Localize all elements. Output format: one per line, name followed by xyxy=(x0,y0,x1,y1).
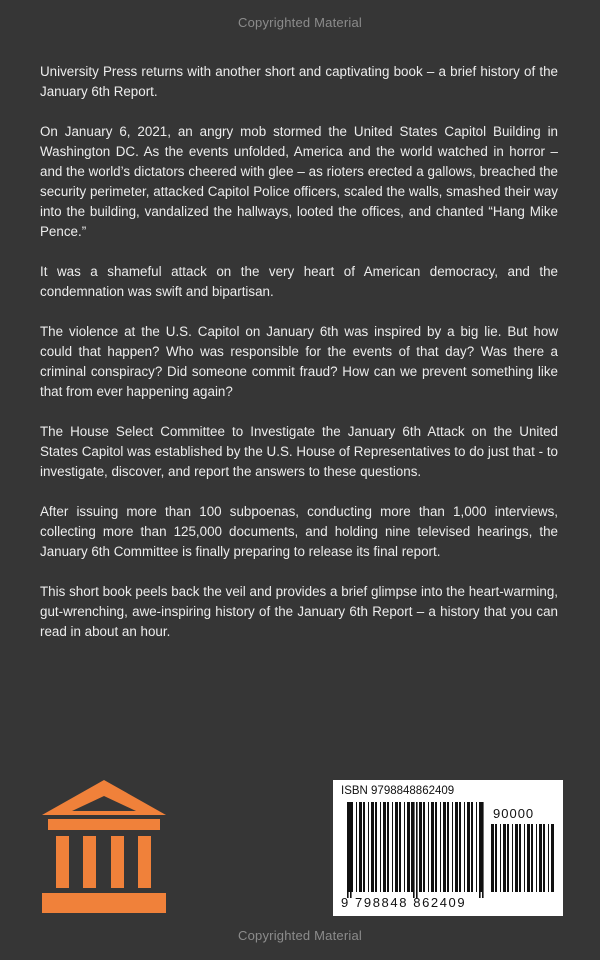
barcode-guard-bar xyxy=(482,802,484,898)
blurb-paragraph: This short book peels back the veil and provides a brief glimpse into the heart-warming, gut-wrenching, awe-inspiring history of the January 6th Report – a history that you can read in about an hour. xyxy=(40,584,558,639)
barcode-bar xyxy=(512,824,513,892)
barcode-bar xyxy=(404,802,405,892)
barcode-bar xyxy=(431,802,434,892)
barcode-bar xyxy=(395,802,398,892)
blurb-paragraph: University Press returns with another short and captivating book – a brief history of the January 6th Report. xyxy=(40,64,558,99)
barcode-bar xyxy=(428,802,429,892)
barcode-bar xyxy=(527,824,530,892)
barcode-guard-bar xyxy=(413,802,415,898)
barcode-bar xyxy=(380,802,381,892)
barcode-bar xyxy=(495,824,497,892)
isbn-barcode xyxy=(333,780,563,916)
barcode-bar xyxy=(443,802,446,892)
barcode-bar xyxy=(371,802,374,892)
barcode-bar xyxy=(411,802,413,892)
barcode-bar xyxy=(503,824,506,892)
barcode-bar xyxy=(476,802,477,892)
blurb-paragraph: The House Select Committee to Investigate the January 6th Attack on the United States Capitol was established by the U.S. House of Representatives to do just that - to investigate, discover, and report the answers to these questions. xyxy=(40,424,558,479)
barcode-bar xyxy=(519,824,521,892)
barcode-bar xyxy=(455,802,458,892)
barcode-bar xyxy=(471,802,473,892)
barcode-bar xyxy=(467,802,470,892)
barcode-bar xyxy=(435,802,437,892)
barcode-bar xyxy=(464,802,465,892)
barcode-bar xyxy=(407,802,410,892)
barcode-bar xyxy=(551,824,554,892)
barcode-bar xyxy=(359,802,362,892)
barcode-bar xyxy=(356,802,357,892)
barcode-bar xyxy=(524,824,525,892)
blurb-paragraph: On January 6, 2021, an angry mob stormed the United States Capitol Building in Washington DC. As the events unfolded, America and the world watched in horror – and the world’s dictators cheered with glee – as rioters erected a gallows, breached the security perimeter, attacked Capitol Police officers, scaled the walls, smashed their way into the building, vandalized the hallways, looted the offices, and chanted “Hang Mike Pence.” xyxy=(40,124,558,239)
barcode-bar xyxy=(392,802,393,892)
barcode-bar xyxy=(440,802,441,892)
copyright-watermark-top: Copyrighted Material xyxy=(238,15,362,30)
barcode-bar xyxy=(491,824,494,892)
isbn-digits: 9 798848 862409 xyxy=(341,895,467,910)
barcode-bar xyxy=(539,824,542,892)
barcode-bar xyxy=(452,802,453,892)
isbn-label: ISBN 9798848862409 xyxy=(341,785,455,797)
barcode-bar xyxy=(423,802,425,892)
blurb-paragraph: It was a shameful attack on the very heart of American democracy, and the condemnation was swift and bipartisan. xyxy=(40,264,558,299)
barcode-bar xyxy=(500,824,501,892)
price-code: 90000 xyxy=(493,806,535,821)
barcode-bar xyxy=(536,824,537,892)
back-cover-blurb xyxy=(40,62,558,642)
barcode-guard-bar xyxy=(350,802,352,898)
barcode-bar xyxy=(548,824,549,892)
barcode-bar xyxy=(363,802,365,892)
barcode-bar xyxy=(399,802,401,892)
barcode-guard-bar xyxy=(416,802,418,898)
university-building-icon xyxy=(38,778,170,916)
barcode-bar xyxy=(543,824,545,892)
barcode-bar xyxy=(531,824,533,892)
barcode-guard-bar xyxy=(479,802,481,898)
barcode-bar xyxy=(383,802,386,892)
barcode-bar xyxy=(515,824,518,892)
copyright-watermark-bottom: Copyrighted Material xyxy=(238,928,362,943)
barcode-bar xyxy=(459,802,461,892)
barcode-bar xyxy=(507,824,509,892)
barcode-guard-bar xyxy=(347,802,349,898)
barcode-bar xyxy=(375,802,377,892)
barcode-bar xyxy=(447,802,449,892)
barcode-bar xyxy=(368,802,369,892)
blurb-paragraph: The violence at the U.S. Capitol on January 6th was inspired by a big lie. But how could that happen? Who was responsible for the events of that day? Was there a criminal conspiracy? Did someone commit fraud? How can we prevent something like that from ever happening again? xyxy=(40,324,558,399)
barcode-bar xyxy=(419,802,422,892)
barcode-bar xyxy=(387,802,389,892)
blurb-paragraph: After issuing more than 100 subpoenas, conducting more than 1,000 interviews, collecting more than 125,000 documents, and holding nine televised hearings, the January 6th Committee is finally preparing to release its final report. xyxy=(40,504,558,559)
